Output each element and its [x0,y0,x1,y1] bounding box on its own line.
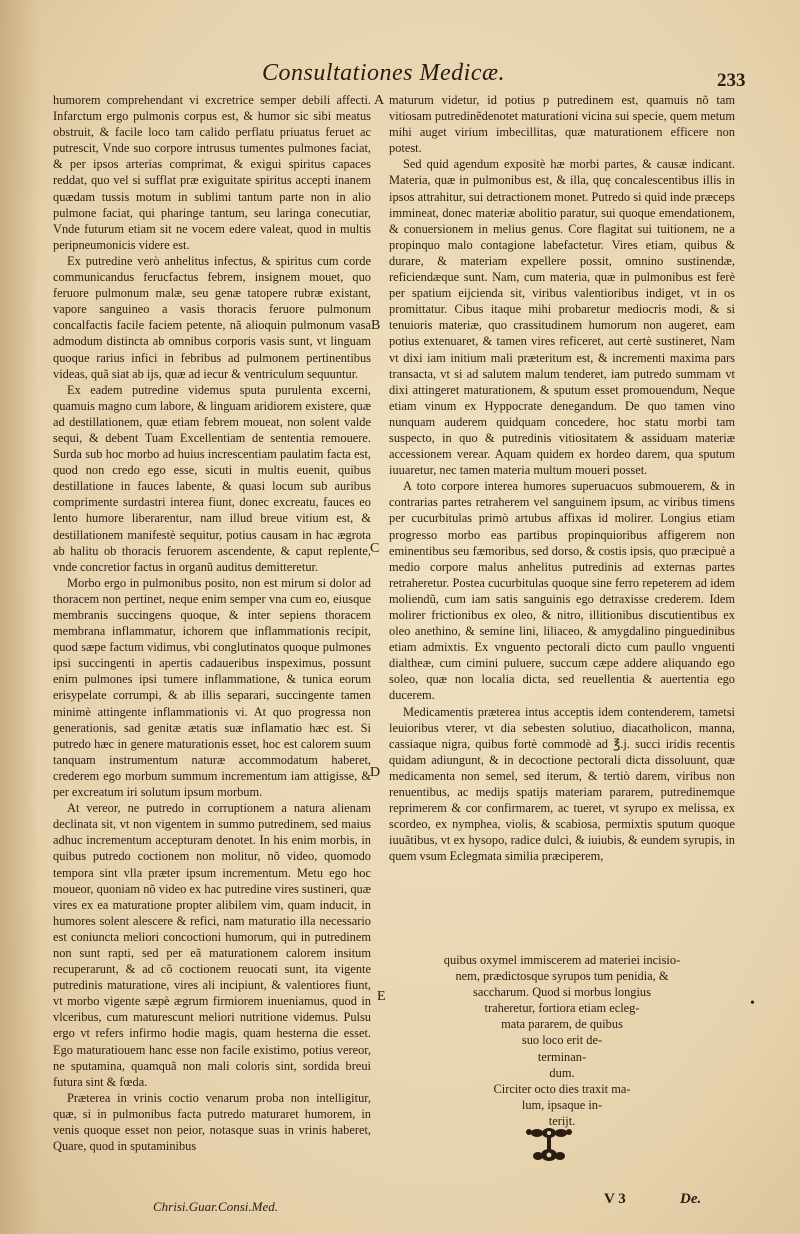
taper-line: saccharum. Quod si morbus longius [473,985,651,1000]
paragraph: Ex putredine verò anhelitus infectus, & spiritus cum corde communicandus ferucfactus febrem, insignem mouet, quo feruore pulmonum malæ, seu genæ tatopere rubræ existant, vapore sanguineo a vasis thoracis feruore pulmonum concalfactis facile faciem petente, nã alioquin pulmonum vasa admodum distincta ab omnibus corporis vasis sunt, vt linguam quoque rarius infici in febribus ad pulmonem pertinentibus videas, quã siat ab ijs, quæ ad iecur & ventriculum sequuntur. [53,253,371,381]
section-marker-a: A [374,93,385,108]
paragraph: Præterea in vrinis coctio venarum proba non intelligitur, quæ, si in pulmonibus facta putredo maturaret humorem, in venis quoque esset non peior, notasque suas in vrinis haberet, Quare, quod in sputaminibus [53,1090,371,1154]
section-marker-d: D [370,765,381,780]
tapered-conclusion [389,952,735,1129]
paragraph: Sed quid agendum expositè hæ morbi partes, & causæ indicant. Materia, quæ in pulmonibus est, & illa, quę concalescentibus illis in ipsos attrahitur, sui detractionem monet. Putredo si quid inde præceps immineat, donec materiæ abolitio paratur, sui quoque emendationem, & conuersionem in melius genus. Core flagitat sui tuitionem, ne a propinquo malo contagione labefactetur. Vires etiam, quibus & durare, & materiam expellere possit, omnino sustinendæ, reficiendæque sunt. Nam, cum materia, quæ in pulmonibus est ferè per spatium eijcienda sit, viribus valentioribus indiget, vt in os promittatur. Cibus itaque mihi probaretur mediocris modi, & si tenuioris materiæ, quo crassitudinem humorum non augeret, eam potius extenuaret, & tamen vires reficeret, aut certè sustineret, Nam vt dixi iam initium mali præteritum est, & incrementi maxima pars transacta, vt si ad salutem malum tenderet, iam putredo summam vt dixi attingeret maturationem, & sputum esset promouendum, Neque etiam vinum ex Hyppocrate denegandum. De quo tamen vino nunquam auderem quidquam concedere, hoc statu morbi tam suspecto, in quo & putredinis vitiositatem & assiduam materiæ accessionem verear. Aquam quidem ex hordeo darem, qua sputum iuuaretur, nec tamen materia multum moueri posset. [389,157,735,478]
signature-mark: V 3 [604,1191,626,1207]
catchword: De. [680,1191,702,1207]
taper-line: mata pararem, de quibus [501,1017,623,1032]
paragraph: At vereor, ne putredo in corruptionem a natura alienam declinata sit, vt non vigentem in summo putredinem, sed maius adhuc incrementum accepturam denotet. In his enim morbis, in quibus putredo coctionem non molitur, nõ video, quomodo tempora sint vlla præter ipsum incrementum. Metu ego hoc moueor, quoniam nõ video ex hac putredine vires sustineri, quæ vires ex ea maturatione propter alibilem vim, quam inducit, in humores solent alescere & refici, nam maturatio illa necessario est coniuncta meliori concoctioni humorum, qui in putredinem non sunt rapti, sed per eã maturationem calorem insitum recuperarunt, & ad cõ coctionem reuocati sunt, ita vigente putredinis maturatione, vires ali incipiunt, & valentiores fiunt, vt morbo vigente sæpè ægrum firmiorem inueniamus, quod in vlceribus, cum maturescunt meliori nutritione videmus. Pulsu ergo vt refers infirmo hodie magis, quam hesterna die esset. Ego maturatiouem hanc esse non facile existimo, potius vereor, ne sputamina, quamquã non mali coloris sint, sordida breui futura sint & fœda. [53,801,371,1089]
page-shadow [0,0,40,1234]
taper-line: traheretur, fortiora etiam ecleg- [484,1001,640,1016]
right-column [389,92,735,865]
taper-line: quibus oxymel immiscerem ad materiei incisio- [443,953,681,967]
taper-line: Circiter octo dies traxit ma- [493,1081,631,1096]
page-number: 233 [717,70,746,91]
taper-line: dum. [549,1065,575,1080]
taper-line: terminan- [537,1049,587,1064]
taper-line: nem, prædictosque syrupos tum penidia, & [455,969,669,984]
paragraph: humorem comprehendant vi excretrice semper debili affecti. Infarctum ergo pulmonis corpus est, & humor sic sibi meatus obstruit, & facile loco tam calido perflatu priuatus feruet ac putrescit, Vnde suo corpore intrusus tumentes pulmones faciat, & per ipsos arterias comprimat, & exigui spiritus capaces reddat, quo vel si sufflat præ exiguitate spiritus accepti inanem quædam tussis motum in sublimi tantum parte non in alio pulmone faciat, qui pharinge tantum, seu laringa conecutiar, Vnde futurum etiam sit ne vocem edere valeat, quod in multis peripneumonicis videre est. [53,93,371,252]
marginal-dot-icon: • [750,996,755,1011]
section-marker-e: E [377,989,386,1004]
taper-line: terijt. [548,1113,576,1128]
section-marker-c: C [370,541,380,556]
left-column [53,92,371,1154]
taper-line: suo loco erit de- [521,1033,603,1048]
taper-line: lum, ipsaque in- [521,1097,603,1112]
section-marker-b: B [371,318,381,333]
printer-signature: Chrisi.Guar.Consi.Med. [153,1199,278,1214]
printer-ornament-icon [523,1123,575,1167]
running-title: Consultationes Medicæ. [262,60,505,86]
paragraph: Ex eadem putredine videmus sputa purulenta excerni, quamuis magno cum labore, & linguam aridiorem existere, quæ ad destillationem, quæ etiam febrem moueat, non solent valde sequi, & debent Tuam Excellentiam de sententia remouere. Surda sub hoc morbo ad huius increscentiam paulatim facta est, quod non credo ego esse, sicuti in multis euenit, quibus destillatione in fauces labente, & quasi locum sub auribus comprimente surdastri interea fiunt, donec excreatu, fauces eo lento humore liberarentur, nam illud breue vitium est, & destillationem manifestè sequitur, potius causam in hac ægrota ab halitu ob thoracis feruorem ascendente, & caput replente, vnde concretior factus in organũ auditus demitteretur. [53,382,371,574]
paragraph: Medicamentis præterea intus acceptis idem contenderem, tametsi leuioribus vterer, vt dia sebesten solutiuo, diacatholicon, manna, cassiaque nigra, quibus fortè commodè ad ℥.j. succi iridis recentis quidam adiungunt, & in decoctione pectorali dicta dissoluunt, quæ medicamenta non semel, sed iterum, & tertiò darem, viribus non renuentibus, ac medijs spatijs materiam pararem, putredinemque reprimerem & cor confirmarem, ac tueret, vt syrupo ex melissa, ex scordeo, ex nymphea, violis, & scabiosa, permixtis sputum quoque iuuãtibus, vt ex hysopo, radice dulci, & iuiubis, & eundem syrupis, in quem vsum Eclegmata similia præciperem, [389,704,735,864]
paragraph: Morbo ergo in pulmonibus posito, non est mirum si dolor ad thoracem non pertinet, neque enim semper vna cum eo, eiusque membranis succingens quoque, & inter sepiens thoracem membrana inflammatur, ichorem que inflammationis recipit, quod sæpe factum vidimus, vbi conglutinatos quoque pulmones ipsi succingenti in apertis cadaueribus inspeximus, possunt enim pulmones ipsi tumere inflammatione, & tunica eorum erisypelate corrumpi, & ab illis separari, succingente tamen minimè attingente inflammationis vi. At quo progressa non generationis, sad genitæ ætatis suæ inflamatio hæc est. Si putredo hæc in genere maturationis esset, hoc est calorem suum tanquam instrumentum naturæ accommodatum haberet, crederem ego morbum summum incrementum iam attigisse, & per excreatum iri solutum ipsum morbum. [53,575,371,800]
paragraph: A toto corpore interea humores superuacuos submouerem, & in contrarias partes retraherem vel sanguinem ipsum, ac viribus timens per cucurbitulas primò artubus affixas id molirer. Longius etiam progresso morbo eas partibus propinquioribus affigerem non eminentibus seu fæmoribus, sed dorso, & costis ipsis, quo præcipuè a medio corpore malus anhelitus putredinis ad externas partes retraheretur. Postea cucurbitulas quoque sine ferro repeterem ad idem moliendũ, cum iam satis sanguinis ego detraxisse crederem. Idem molirer frictionibus ex oleo, & nitro, illitionibus discutientibus ex oleo anethino, & semine lini, liliaceo, & amygdalino pinguedinibus etiam admixtis. Ex vnguento pectorali dicto cum paullo vnguenti dialtheæ, cum cimini puluere, succum cæpe addere aliquando ego soleo, quæ non localia dicta, sed reuellentia & auertentia ego ducerem. [389,479,735,703]
paragraph: maturum videtur, id potius p putredinem est, quamuis nõ tam vitiosam putredinẽdenotet maturationi vicina sui specie, quem metum mihi auget virium imbecillitas, quæ maturationem efficere non potest. [389,93,735,156]
